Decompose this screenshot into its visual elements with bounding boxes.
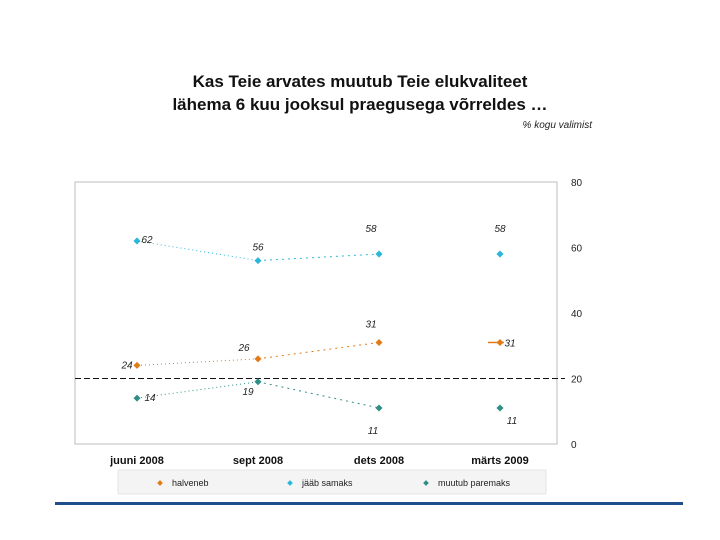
data-label: 11 — [367, 425, 379, 437]
plot-area — [75, 182, 557, 444]
data-label: 11 — [506, 415, 518, 427]
footer-rule — [55, 502, 683, 505]
legend-label: halveneb — [172, 478, 209, 488]
x-category-label: märts 2009 — [471, 455, 529, 467]
x-category-label: sept 2008 — [232, 455, 284, 467]
data-label: 26 — [238, 342, 250, 354]
data-label: 62 — [141, 234, 153, 246]
data-label: 56 — [252, 242, 264, 254]
y-tick-label: 60 — [571, 243, 583, 255]
y-tick-label: 0 — [571, 440, 577, 451]
chart-subtitle: % kogu valimist — [522, 120, 592, 131]
data-label: 14 — [144, 393, 156, 405]
data-label: 58 — [494, 224, 506, 236]
x-category-label: dets 2008 — [353, 455, 405, 467]
data-label: 31 — [365, 319, 377, 331]
data-label: 31 — [504, 338, 516, 350]
data-label: 58 — [365, 224, 377, 236]
data-label: 19 — [242, 386, 254, 398]
y-tick-label: 20 — [571, 374, 583, 386]
legend-label: muutub paremaks — [438, 478, 511, 488]
chart-title-line-1: Kas Teie arvates muutub Teie elukvaliteet — [192, 72, 528, 91]
legend-label: jääb samaks — [302, 478, 353, 488]
y-tick-label: 40 — [571, 309, 583, 320]
x-category-label: juuni 2008 — [110, 455, 164, 467]
chart-title-line-2: lähema 6 kuu jooksul praegusega võrreldes … — [172, 95, 548, 114]
data-label: 24 — [121, 360, 133, 372]
y-tick-label: 80 — [571, 178, 583, 189]
